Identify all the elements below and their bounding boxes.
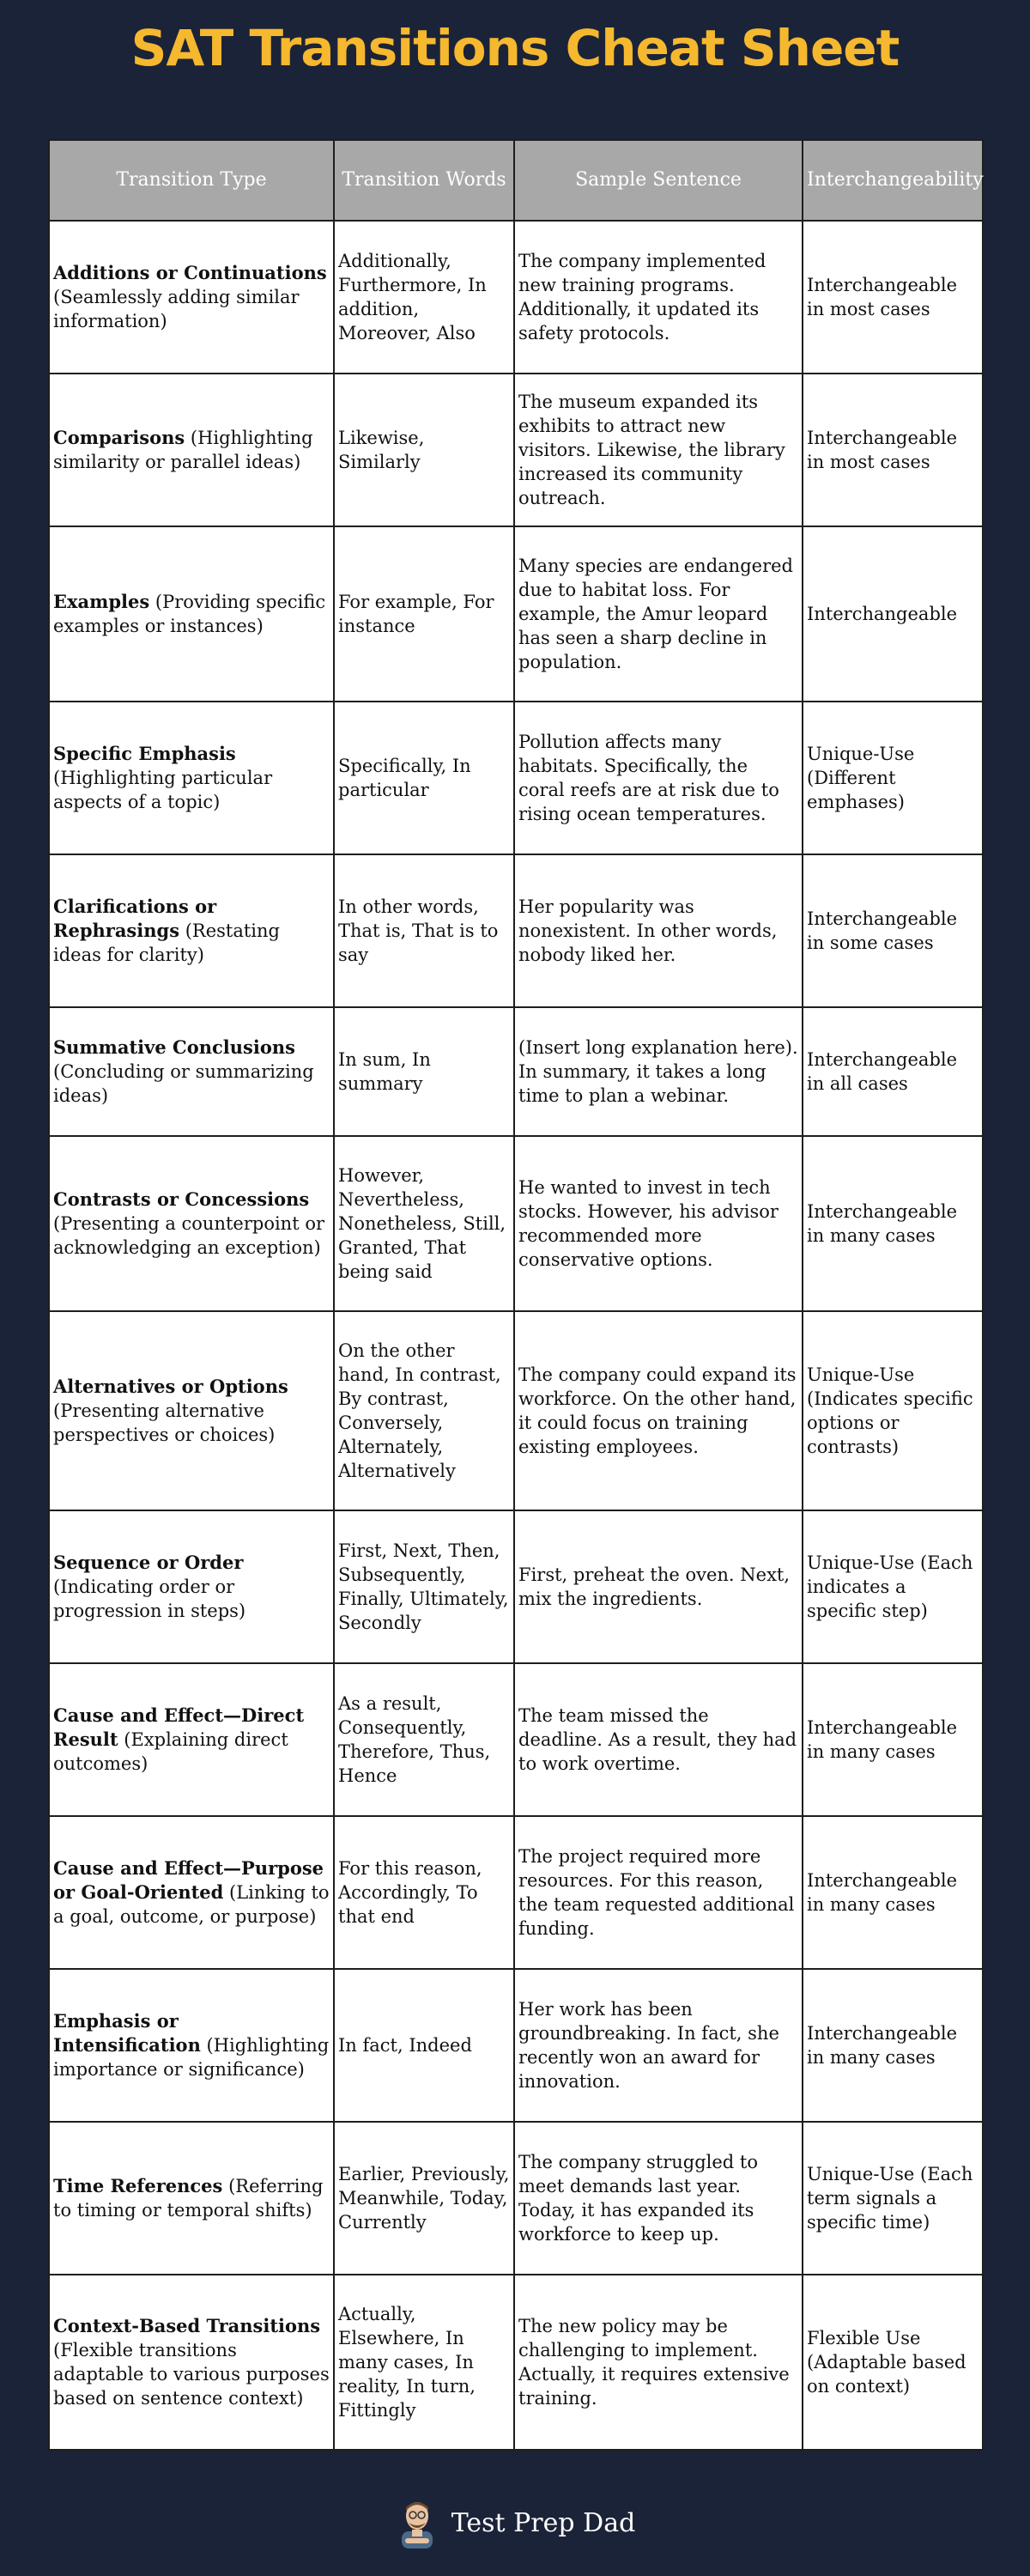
cell-sample-sentence: The project required more resources. For this reason, the team requested additional funding. xyxy=(514,1816,803,1969)
type-description: (Flexible transitions adaptable to various purposes based on sentence context) xyxy=(53,2340,330,2409)
cell-transition-type xyxy=(49,374,334,526)
cell-transition-type xyxy=(49,1969,334,2122)
avatar-icon xyxy=(395,2497,439,2549)
table-row xyxy=(49,702,983,854)
cell-transition-type xyxy=(49,1510,334,1663)
table-row xyxy=(49,2122,983,2275)
cell-interchangeability: Interchangeable in many cases xyxy=(803,1136,983,1311)
table-row xyxy=(49,854,983,1007)
table-row xyxy=(49,1663,983,1816)
table-row xyxy=(49,1816,983,1969)
cell-transition-words: First, Next, Then, Subsequently, Finally, Ultimately, Secondly xyxy=(334,1510,514,1663)
cell-transition-type xyxy=(49,702,334,854)
table-row xyxy=(49,1136,983,1311)
cell-transition-words: Likewise, Similarly xyxy=(334,374,514,526)
cell-interchangeability: Interchangeable in most cases xyxy=(803,374,983,526)
cell-sample-sentence: First, preheat the oven. Next, mix the ingredients. xyxy=(514,1510,803,1663)
cell-transition-type xyxy=(49,1663,334,1816)
cell-sample-sentence: The company struggled to meet demands last year. Today, it has expanded its workforce to keep up. xyxy=(514,2122,803,2275)
cell-transition-words: Specifically, In particular xyxy=(334,702,514,854)
cell-interchangeability: Interchangeable in many cases xyxy=(803,1969,983,2122)
cell-interchangeability: Interchangeable in some cases xyxy=(803,854,983,1007)
type-description: (Highlighting similarity or parallel ideas) xyxy=(53,428,313,472)
cell-sample-sentence: (Insert long explanation here). In summary, it takes a long time to plan a webinar. xyxy=(514,1007,803,1136)
cell-sample-sentence: Her popularity was nonexistent. In other words, nobody liked her. xyxy=(514,854,803,1007)
type-name: Additions or Continuations xyxy=(53,262,327,283)
cell-transition-type xyxy=(49,526,334,702)
type-description: (Indicating order or progression in steps) xyxy=(53,1577,246,1621)
cell-sample-sentence: Pollution affects many habitats. Specifically, the coral reefs are at risk due to rising ocean temperatures. xyxy=(514,702,803,854)
table-row xyxy=(49,1311,983,1510)
cell-interchangeability: Interchangeable in many cases xyxy=(803,1816,983,1969)
cell-transition-type xyxy=(49,1007,334,1136)
cell-transition-words: Earlier, Previously, Meanwhile, Today, Currently xyxy=(334,2122,514,2275)
cell-interchangeability: Unique-Use (Different emphases) xyxy=(803,702,983,854)
transitions-table xyxy=(48,139,984,2451)
type-description: (Highlighting importance or significance) xyxy=(53,2035,330,2080)
cell-transition-type xyxy=(49,2275,334,2450)
cell-interchangeability: Interchangeable in many cases xyxy=(803,1663,983,1816)
table-row xyxy=(49,221,983,374)
cell-interchangeability: Interchangeable xyxy=(803,526,983,702)
cell-interchangeability: Unique-Use (Each indicates a specific step) xyxy=(803,1510,983,1663)
header-transition-words: Transition Words xyxy=(334,140,514,221)
type-name: Sequence or Order xyxy=(53,1552,244,1573)
cell-transition-type xyxy=(49,1816,334,1969)
cell-transition-type xyxy=(49,1136,334,1311)
type-name: Cause and Effect—Purpose or Goal-Oriented xyxy=(53,1857,324,1903)
cell-transition-type xyxy=(49,1311,334,1510)
type-name: Time References xyxy=(53,2175,223,2196)
table-row xyxy=(49,1007,983,1136)
type-name: Specific Emphasis xyxy=(53,743,236,764)
type-description: (Presenting a counterpoint or acknowledging an exception) xyxy=(53,1213,324,1258)
type-name: Summative Conclusions xyxy=(53,1036,295,1058)
type-description: (Explaining direct outcomes) xyxy=(53,1729,288,1774)
cell-interchangeability: Interchangeable in all cases xyxy=(803,1007,983,1136)
table-header-row xyxy=(49,140,983,221)
type-name: Emphasis or Intensification xyxy=(53,2010,201,2056)
cell-sample-sentence: The team missed the deadline. As a result, they had to work overtime. xyxy=(514,1663,803,1816)
cell-transition-words: Additionally, Furthermore, In addition, Moreover, Also xyxy=(334,221,514,374)
cell-sample-sentence: The new policy may be challenging to implement. Actually, it requires extensive training. xyxy=(514,2275,803,2450)
type-description: (Linking to a goal, outcome, or purpose) xyxy=(53,1882,330,1927)
type-description: (Highlighting particular aspects of a topic) xyxy=(53,768,273,812)
type-description: (Providing specific examples or instances) xyxy=(53,592,326,636)
cell-transition-words: In sum, In summary xyxy=(334,1007,514,1136)
cell-interchangeability: Unique-Use (Each term signals a specific time) xyxy=(803,2122,983,2275)
header-sample-sentence: Sample Sentence xyxy=(514,140,803,221)
cell-transition-words: However, Nevertheless, Nonetheless, Still, Granted, That being said xyxy=(334,1136,514,1311)
page-title: SAT Transitions Cheat Sheet xyxy=(130,19,900,77)
cell-sample-sentence: Many species are endangered due to habitat loss. For example, the Amur leopard has seen a sharp decline in population. xyxy=(514,526,803,702)
cell-transition-words: Actually, Elsewhere, In many cases, In reality, In turn, Fittingly xyxy=(334,2275,514,2450)
table-row xyxy=(49,374,983,526)
cell-transition-words: As a result, Consequently, Therefore, Thus, Hence xyxy=(334,1663,514,1816)
type-name: Alternatives or Options xyxy=(53,1376,288,1397)
cell-sample-sentence: He wanted to invest in tech stocks. However, his advisor recommended more conservative options. xyxy=(514,1136,803,1311)
type-name: Clarifications or Rephrasings xyxy=(53,896,217,941)
type-name: Contrasts or Concessions xyxy=(53,1188,310,1210)
cell-transition-words: For example, For instance xyxy=(334,526,514,702)
cell-transition-words: For this reason, Accordingly, To that end xyxy=(334,1816,514,1969)
table-row xyxy=(49,526,983,702)
cell-transition-words: In other words, That is, That is to say xyxy=(334,854,514,1007)
type-description: (Referring to timing or temporal shifts) xyxy=(53,2176,324,2221)
cell-sample-sentence: Her work has been groundbreaking. In fact, she recently won an award for innovation. xyxy=(514,1969,803,2122)
cell-interchangeability: Interchangeable in most cases xyxy=(803,221,983,374)
cell-transition-type xyxy=(49,854,334,1007)
header-interchangeability: Interchangeability xyxy=(803,140,983,221)
cell-transition-type xyxy=(49,221,334,374)
cell-interchangeability: Flexible Use (Adaptable based on context) xyxy=(803,2275,983,2450)
cell-sample-sentence: The company could expand its workforce. On the other hand, it could focus on training existing employees. xyxy=(514,1311,803,1510)
cell-interchangeability: Unique-Use (Indicates specific options or contrasts) xyxy=(803,1311,983,1510)
brand-name: Test Prep Dad xyxy=(451,2507,636,2538)
cell-transition-words: On the other hand, In contrast, By contrast, Conversely, Alternately, Alternatively xyxy=(334,1311,514,1510)
type-description: (Restating ideas for clarity) xyxy=(53,920,280,965)
type-description: (Presenting alternative perspectives or choices) xyxy=(53,1400,276,1445)
cell-sample-sentence: The museum expanded its exhibits to attract new visitors. Likewise, the library increased its community outreach. xyxy=(514,374,803,526)
cell-sample-sentence: The company implemented new training programs. Additionally, it updated its safety protocols. xyxy=(514,221,803,374)
type-name: Examples xyxy=(53,591,150,612)
table-row xyxy=(49,1510,983,1663)
type-name: Context-Based Transitions xyxy=(53,2315,321,2336)
cell-transition-type xyxy=(49,2122,334,2275)
type-name: Comparisons xyxy=(53,427,185,448)
header-transition-type: Transition Type xyxy=(49,140,334,221)
footer-brand xyxy=(0,2497,1030,2549)
type-description: (Seamlessly adding similar information) xyxy=(53,287,300,331)
table-row xyxy=(49,2275,983,2450)
type-description: (Concluding or summarizing ideas) xyxy=(53,1061,314,1106)
type-name: Cause and Effect—Direct Result xyxy=(53,1704,305,1750)
cell-transition-words: In fact, Indeed xyxy=(334,1969,514,2122)
table-row xyxy=(49,1969,983,2122)
